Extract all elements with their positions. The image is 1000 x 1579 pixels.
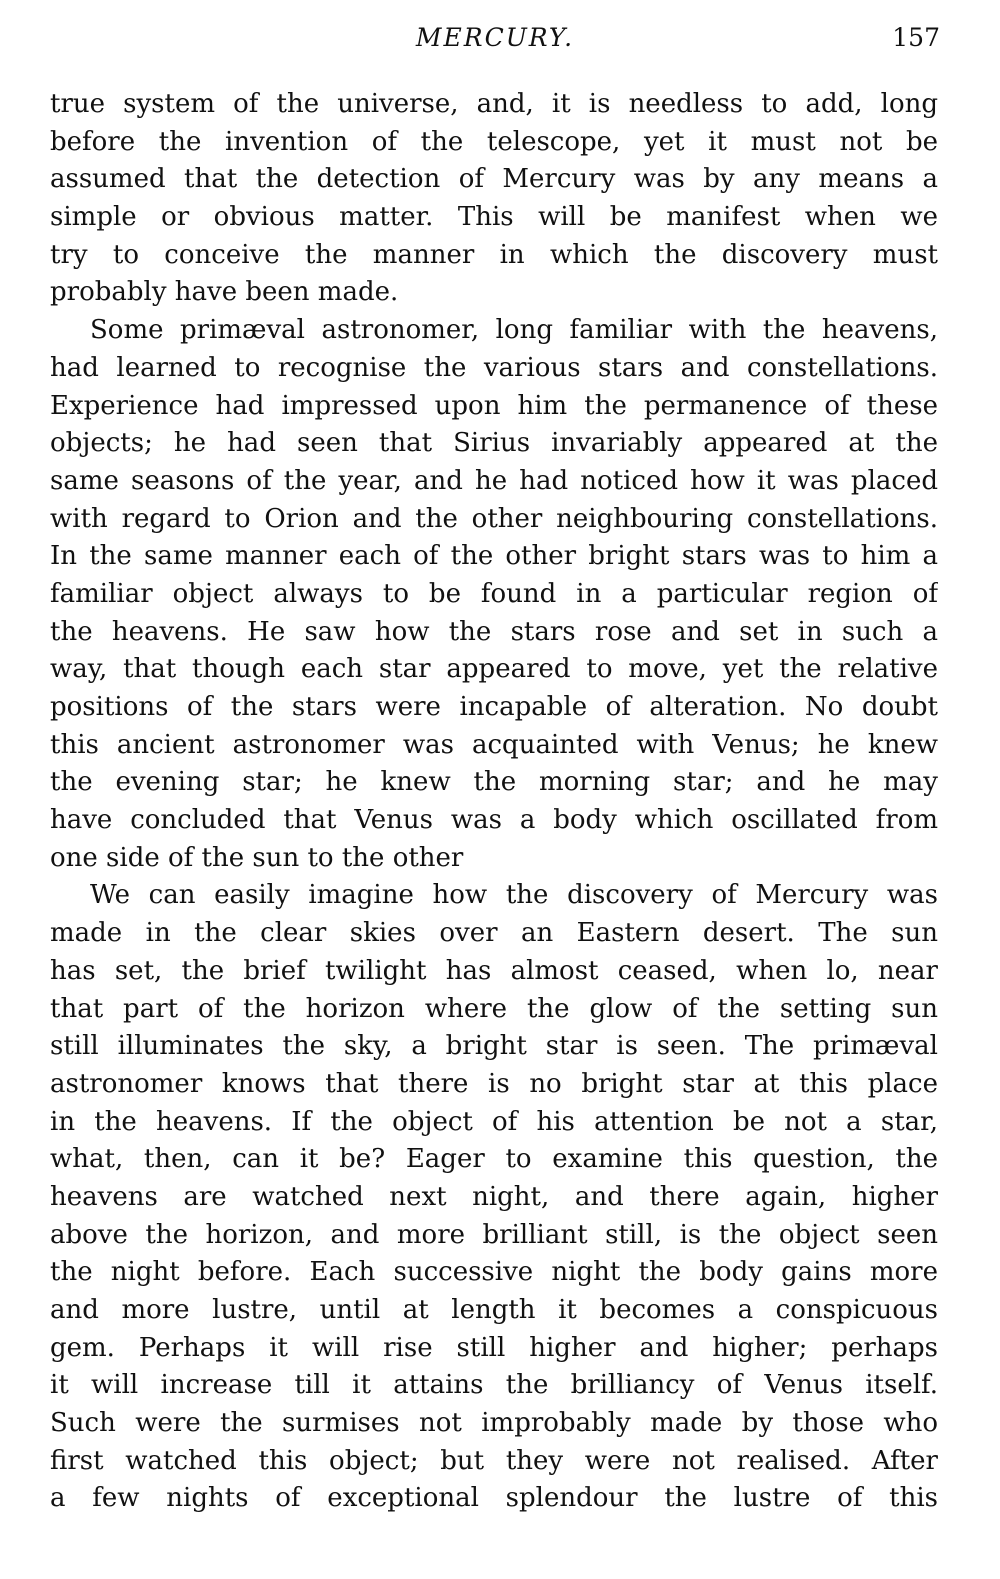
text-line: probably have been made. [50,277,399,308]
text-line: positions of the stars were incapable of alteration. No doubt [50,692,938,722]
text-line: it will increase till it attains the brilliancy of Venus itself. [50,1370,938,1401]
page-number: 157 [892,23,940,52]
text-line: in the heavens. If the object of his attention be not a star, [50,1106,938,1137]
text-line: the heavens. He saw how the stars rose and set in such a [50,616,938,647]
text-line: made in the clear skies over an Eastern desert. The sun [50,918,938,949]
text-line: Some primæval astronomer, long familiar with the heavens, [90,315,938,346]
text-line: In the same manner each of the other bright stars was to him a [50,541,938,572]
running-title: MERCURY. [415,23,575,52]
text-line: that part of the horizon where the glow of the setting sun [50,993,938,1024]
text-line: way, that though each star appeared to move, yet the relative [50,654,938,685]
text-line: try to conceive the manner in which the discovery must [50,239,938,270]
text-line: We can easily imagine how the discovery of Mercury was [90,880,938,911]
text-line: objects; he had seen that Sirius invariably appeared at the [50,428,938,459]
text-line: heavens are watched next night, and there again, higher [50,1181,938,1212]
text-line: have concluded that Venus was a body which oscillated from [50,805,938,836]
body-text [50,86,938,1518]
text-line: assumed that the detection of Mercury was by any means a [50,164,938,195]
text-line: had learned to recognise the various stars and constellations. [50,352,938,383]
text-line: true system of the universe, and, it is needless to add, long [50,89,938,119]
text-line: still illuminates the sky, a bright star is seen. The primæval [50,1031,938,1062]
text-line: familiar object always to be found in a particular region of [50,578,938,609]
text-line: the night before. Each successive night the body gains more [50,1257,938,1288]
text-line: a few nights of exceptional splendour the lustre of this [50,1483,938,1514]
text-line: Experience had impressed upon him the permanence of these [50,390,938,421]
text-line: same seasons of the year, and he had noticed how it was placed [50,465,938,496]
running-head [50,18,940,58]
text-line: Such were the surmises not improbably made by those who [50,1408,938,1439]
text-line: first watched this object; but they were not realised. After [50,1445,938,1476]
text-line: and more lustre, until at length it becomes a conspicuous [50,1295,938,1325]
text-line: astronomer knows that there is no bright star at this place [50,1068,938,1099]
text-line: the evening star; he knew the morning star; and he may [50,767,938,798]
text-line: one side of the sun to the other [50,842,464,873]
text-line: simple or obvious matter. This will be manifest when we [50,202,938,233]
text-line: with regard to Orion and the other neighbouring constellations. [50,503,938,534]
text-line: this ancient astronomer was acquainted with Venus; he knew [50,729,938,760]
text-line: before the invention of the telescope, yet it must not be [50,126,938,157]
text-line: gem. Perhaps it will rise still higher and higher; perhaps [50,1332,938,1363]
text-line: above the horizon, and more brilliant still, is the object seen [50,1219,938,1250]
text-line: what, then, can it be? Eager to examine this question, the [50,1144,938,1175]
text-line: has set, the brief twilight has almost ceased, when lo, near [50,955,938,986]
